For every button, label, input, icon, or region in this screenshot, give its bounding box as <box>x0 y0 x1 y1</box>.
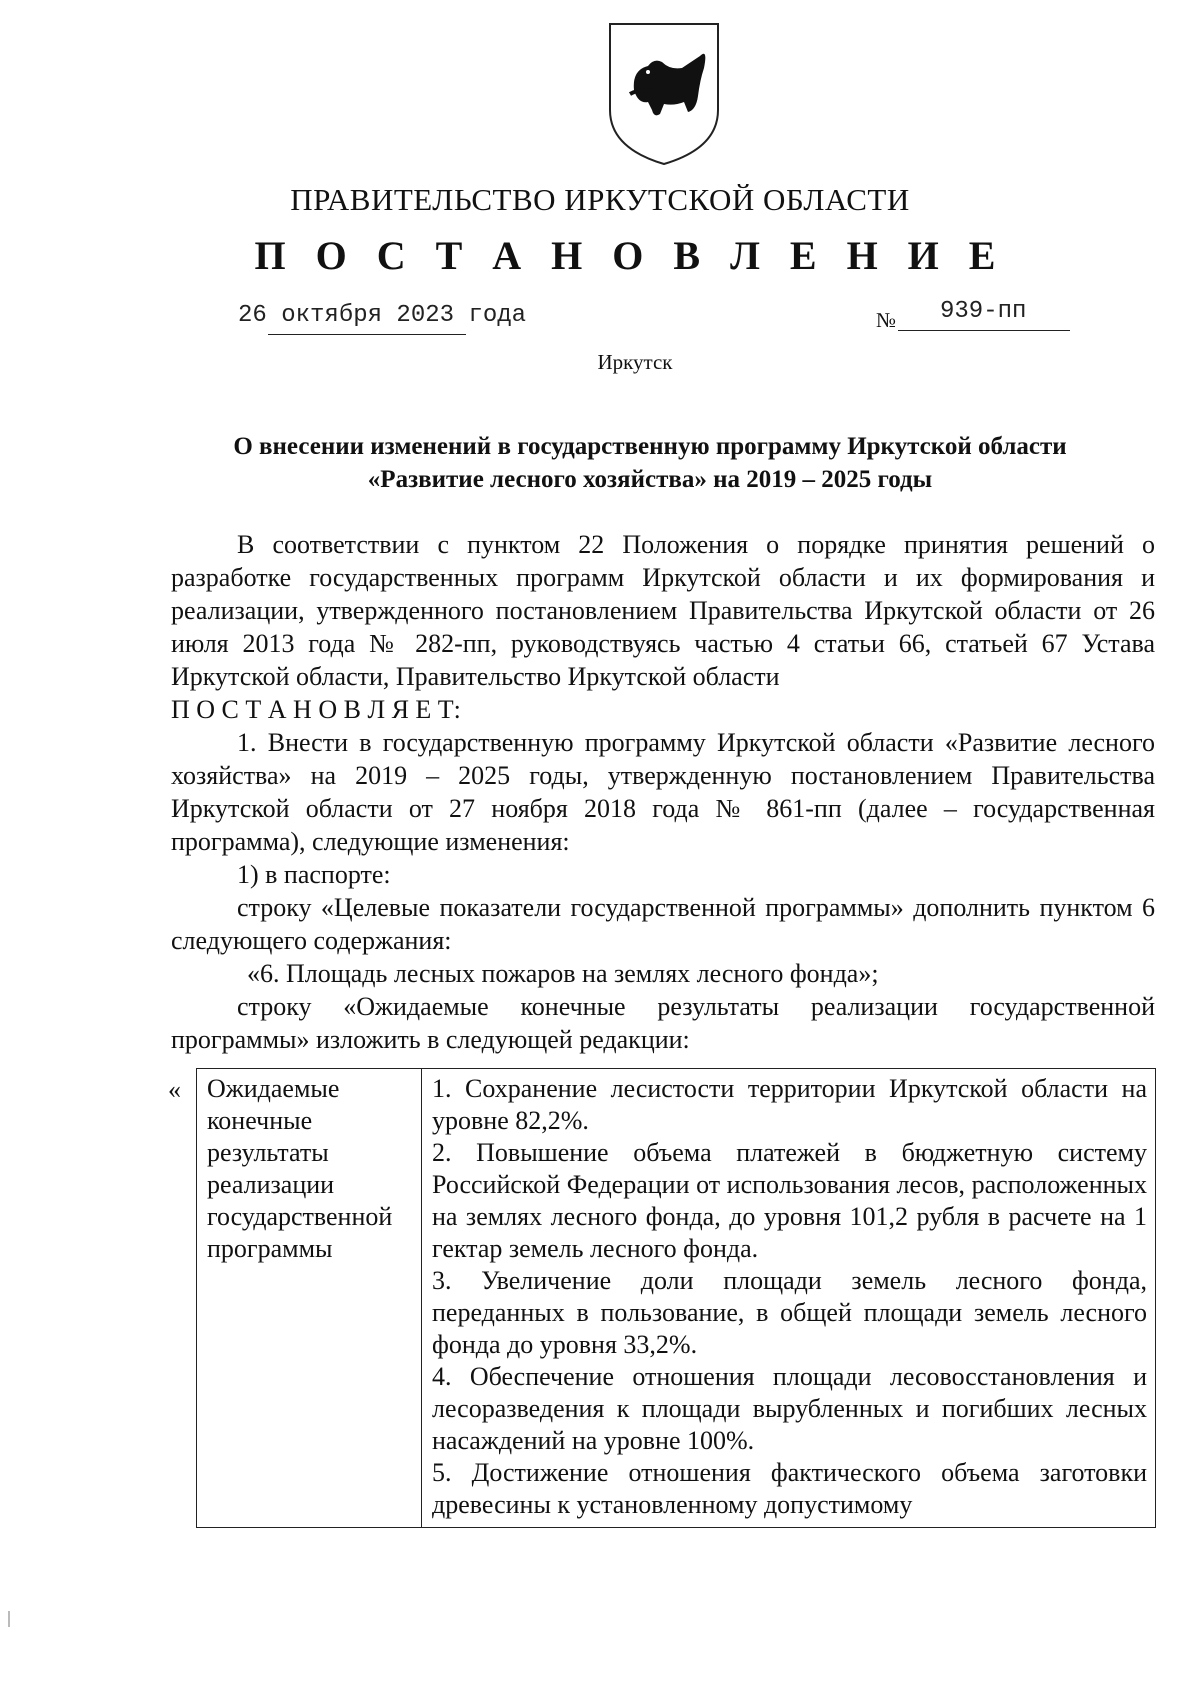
row-label-line: результаты <box>207 1138 329 1167</box>
result-item: 5. Достижение отношения фактического объема заготовки древесины к установленному допустимому <box>432 1458 1147 1519</box>
row-label-line: программы <box>207 1234 333 1263</box>
row-label-line: Ожидаемые <box>207 1074 340 1103</box>
scan-edge-mark <box>8 1611 10 1627</box>
result-item: 4. Обеспечение отношения площади лесовосстановления и лесоразведения к площади вырубленных и погибших лесных насаждений на уровне 100%. <box>432 1362 1147 1455</box>
coat-of-arms-emblem <box>604 18 724 168</box>
results-row-paragraph: строку «Ожидаемые конечные результаты реализации государственной программы» изложить в следующей редакции: <box>171 992 1155 1054</box>
document-type: П О С Т А Н О В Л Е Н И Е <box>254 233 1006 278</box>
result-item: 1. Сохранение лесистости территории Иркутской области на уровне 82,2%. <box>432 1074 1147 1135</box>
document-date: 26 октября 2023 года <box>238 302 527 329</box>
subject-line-1: О внесении изменений в государственную программу Иркутской области <box>233 433 1067 460</box>
passport-table <box>196 1068 1156 1528</box>
row-content-cell <box>422 1069 1156 1528</box>
item-1-paragraph: 1. Внести в государственную программу Иркутской области «Развитие лесного хозяйства» на 2019 – 2025 годы, утвержденную постановлением Правительства Иркутской области от 27 ноября 2018 года № 861-пп (далее – государственная программа), следующие изменения: <box>171 728 1155 856</box>
government-name: ПРАВИТЕЛЬСТВО ИРКУТСКОЙ ОБЛАСТИ <box>290 182 910 217</box>
document-subject <box>150 430 1150 496</box>
document-city: Иркутск <box>597 350 673 374</box>
resolves-heading: П О С Т А Н О В Л Я Е Т: <box>171 695 461 724</box>
table-row <box>197 1069 1156 1528</box>
number-underline <box>898 330 1070 331</box>
preamble-paragraph: В соответствии с пунктом 22 Положения о порядке принятия решений о разработке государственных программ Иркутской области и их формирования и реализации, утвержденного постановлением Правительства Иркутской области от 26 июля 2013 года № 282-пп, руководствуясь частью 4 статьи 66, статьей 67 Устава Иркутской области, Правительство Иркутской области <box>171 530 1155 691</box>
result-item: 3. Увеличение доли площади земель лесного фонда, переданных в пользование, в общей площади земель лесного фонда до уровня 33,2%. <box>432 1266 1147 1359</box>
subitem-1-paragraph: 1) в паспорте: <box>237 860 391 889</box>
row-label-line: конечные <box>207 1106 313 1135</box>
subject-line-2: «Развитие лесного хозяйства» на 2019 – 2025 годы <box>367 466 933 493</box>
number-sign: № <box>876 308 897 332</box>
table-open-quote: « <box>168 1075 181 1104</box>
row-label-cell <box>197 1069 422 1528</box>
point-6-paragraph: «6. Площадь лесных пожаров на землях лесного фонда»; <box>247 959 879 988</box>
targets-row-paragraph: строку «Целевые показатели государственной программы» дополнить пунктом 6 следующего содержания: <box>171 893 1155 955</box>
row-label-line: реализации <box>207 1170 335 1199</box>
document-body <box>171 528 1155 1056</box>
date-underline <box>268 334 466 335</box>
row-label-line: государственной <box>207 1202 393 1231</box>
document-number: 939-пп <box>940 298 1027 325</box>
result-item: 2. Повышение объема платежей в бюджетную систему Российской Федерации от использования лесов, расположенных на землях лесного фонда, до уровня 101,2 рубля в расчете на 1 гектар земель лесного фонда. <box>432 1138 1147 1263</box>
